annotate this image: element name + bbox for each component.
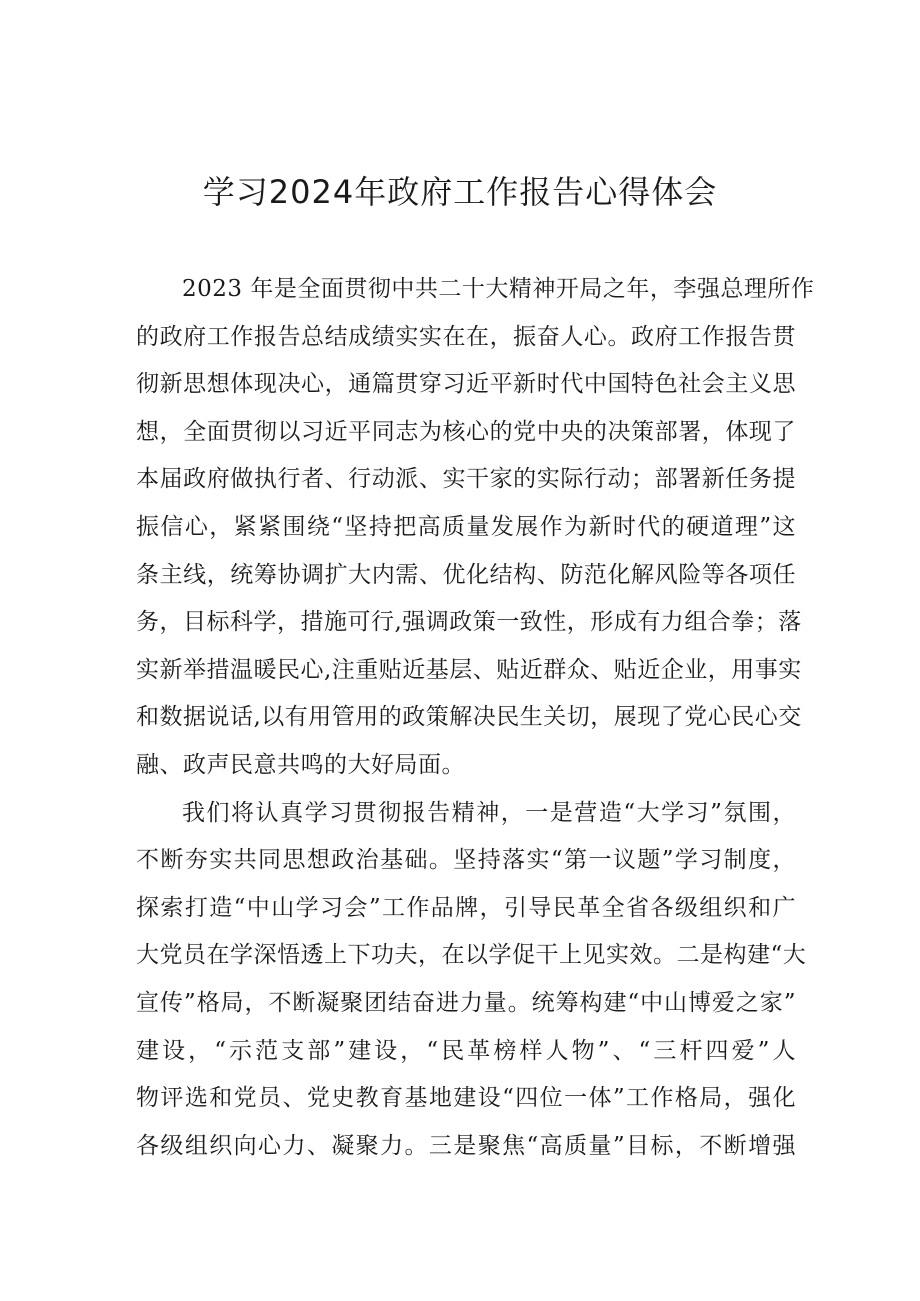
text-line: 宣传”格局，不断凝聚团结奋进力量。统筹构建“中山博爱之家”	[136, 989, 796, 1016]
document-title: 学习2024年政府工作报告心得体会	[202, 173, 718, 211]
text-line: 条主线，统筹协调扩大内需、优化结构、防范化解风险等各项任	[136, 561, 796, 588]
document-body	[136, 266, 815, 1170]
text-line: 不断夯实共同思想政治基础。坚持落实“第一议题”学习制度，	[136, 847, 796, 874]
text-line: 想，全面贯彻以习近平同志为核心的党中央的决策部署，体现了	[136, 418, 796, 445]
text-line: 2023 年是全面贯彻中共二十大精神开局之年，李强总理所作	[182, 276, 815, 302]
text-line: 建设，“示范支部”建设，“民革榜样人物”、“三杆四爱”人	[136, 1037, 796, 1064]
text-line: 实新举措温暖民心,注重贴近基层、贴近群众、贴近企业，用事实	[136, 656, 802, 683]
text-line: 探索打造“中山学习会”工作品牌，引导民革全省各级组织和广	[136, 894, 796, 921]
paragraph-2	[136, 790, 807, 1171]
text-line: 和数据说话,以有用管用的政策解决民生关切，展现了党心民心交	[136, 704, 802, 731]
text-line: 务，目标科学，措施可行,强调政策一致性，形成有力组合拳；落	[136, 609, 802, 636]
text-line: 融、政声民意共鸣的大好局面。	[136, 751, 465, 778]
text-line: 振信心，紧紧围绕“坚持把高质量发展作为新时代的硬道理”这	[136, 513, 796, 540]
text-line: 本届政府做执行者、行动派、实干家的实际行动；部署新任务提	[136, 466, 796, 493]
paragraph-1	[136, 266, 815, 790]
text-line: 大党员在学深悟透上下功夫，在以学促干上见实效。二是构建“大	[136, 942, 807, 969]
text-line: 的政府工作报告总结成绩实实在在，振奋人心。政府工作报告贯	[136, 323, 796, 350]
text-line: 物评选和党员、党史教育基地建设“四位一体”工作格局，强化	[136, 1085, 796, 1112]
text-line: 各级组织向心力、凝聚力。三是聚焦“高质量”目标，不断增强	[136, 1132, 796, 1159]
text-line: 我们将认真学习贯彻报告精神，一是营造“大学习”氛围，	[182, 799, 796, 826]
text-line: 彻新思想体现决心，通篇贯穿习近平新时代中国特色社会主义思	[136, 371, 796, 398]
